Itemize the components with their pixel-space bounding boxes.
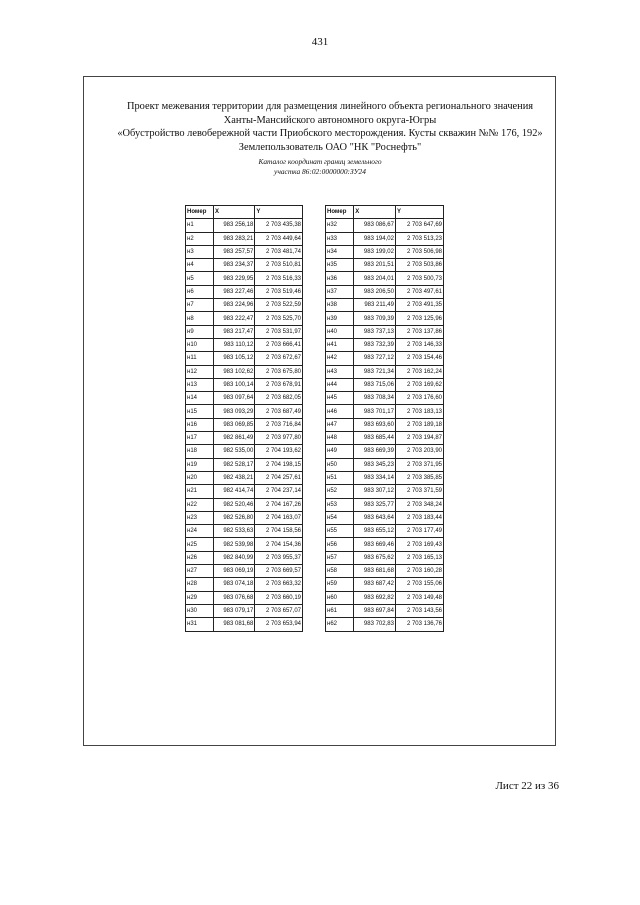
cell-y: 2 703 371,59 [395, 485, 443, 498]
cell-num: н38 [326, 299, 354, 312]
table-row [186, 312, 303, 325]
cell-num: н41 [326, 338, 354, 351]
cell-y: 2 704 163,07 [255, 511, 303, 524]
cell-num: н17 [186, 432, 214, 445]
table-row [186, 272, 303, 285]
table-row [186, 485, 303, 498]
cell-y: 2 703 165,13 [395, 551, 443, 564]
cell-num: н20 [186, 471, 214, 484]
cell-x: 982 520,46 [213, 498, 254, 511]
cell-x: 983 069,85 [213, 418, 254, 431]
table-row [186, 565, 303, 578]
table-row [326, 551, 444, 564]
cell-y: 2 703 125,96 [395, 312, 443, 325]
cell-num: н59 [326, 578, 354, 591]
table-row [186, 591, 303, 604]
cell-x: 983 069,19 [213, 565, 254, 578]
cell-num: н21 [186, 485, 214, 498]
table-row [326, 618, 444, 631]
table-row [186, 498, 303, 511]
cell-y: 2 703 510,81 [255, 259, 303, 272]
cell-x: 982 539,98 [213, 538, 254, 551]
cell-num: н23 [186, 511, 214, 524]
cell-num: н34 [326, 245, 354, 258]
cell-x: 983 256,18 [213, 219, 254, 232]
cell-num: н8 [186, 312, 214, 325]
table-row [186, 285, 303, 298]
header-y: Y [395, 206, 443, 219]
cell-num: н36 [326, 272, 354, 285]
cell-x: 983 199,02 [354, 245, 396, 258]
cell-num: н48 [326, 432, 354, 445]
cell-y: 2 704 257,61 [255, 471, 303, 484]
table-row [186, 325, 303, 338]
cell-y: 2 703 169,62 [395, 378, 443, 391]
cell-num: н57 [326, 551, 354, 564]
table-row [326, 565, 444, 578]
cell-x: 983 110,12 [213, 338, 254, 351]
header-x: X [213, 206, 254, 219]
cell-y: 2 703 716,84 [255, 418, 303, 431]
table-row [326, 232, 444, 245]
cell-num: н1 [186, 219, 214, 232]
cell-x: 983 201,51 [354, 259, 396, 272]
table-row [326, 245, 444, 258]
cell-x: 983 222,47 [213, 312, 254, 325]
cell-x: 983 685,44 [354, 432, 396, 445]
cell-y: 2 703 955,37 [255, 551, 303, 564]
cell-y: 2 703 647,69 [395, 219, 443, 232]
table-row [326, 591, 444, 604]
table-row [186, 618, 303, 631]
cell-num: н9 [186, 325, 214, 338]
cell-y: 2 703 371,95 [395, 458, 443, 471]
cell-x: 983 234,37 [213, 259, 254, 272]
cell-num: н49 [326, 445, 354, 458]
cell-y: 2 704 193,62 [255, 445, 303, 458]
cell-num: н6 [186, 285, 214, 298]
cell-y: 2 703 177,49 [395, 525, 443, 538]
cell-x: 983 086,67 [354, 219, 396, 232]
cell-num: н11 [186, 352, 214, 365]
table-row [186, 299, 303, 312]
table-row [326, 538, 444, 551]
cell-y: 2 703 169,43 [395, 538, 443, 551]
cell-num: н15 [186, 405, 214, 418]
table-row [186, 338, 303, 351]
cell-num: н19 [186, 458, 214, 471]
table-row [186, 471, 303, 484]
cell-y: 2 703 675,80 [255, 365, 303, 378]
coordinates-table-left [185, 205, 303, 632]
cell-x: 983 345,23 [354, 458, 396, 471]
cell-x: 983 325,77 [354, 498, 396, 511]
cell-x: 983 681,68 [354, 565, 396, 578]
cell-num: н40 [326, 325, 354, 338]
title-line-3: «Обустройство левобережной части Приобского месторождения. Кусты скважин №№ 176, 192» [117, 128, 543, 140]
cell-y: 2 703 519,46 [255, 285, 303, 298]
cell-x: 983 669,46 [354, 538, 396, 551]
cell-num: н61 [326, 604, 354, 617]
cell-x: 983 307,12 [354, 485, 396, 498]
cell-y: 2 703 525,70 [255, 312, 303, 325]
cell-x: 982 840,99 [213, 551, 254, 564]
cell-num: н46 [326, 405, 354, 418]
table-row [326, 604, 444, 617]
table-row [186, 604, 303, 617]
cell-num: н24 [186, 525, 214, 538]
cell-num: н35 [326, 259, 354, 272]
cell-y: 2 703 516,33 [255, 272, 303, 285]
header-x: X [354, 206, 396, 219]
cell-num: н16 [186, 418, 214, 431]
table-row [326, 471, 444, 484]
cell-y: 2 703 348,24 [395, 498, 443, 511]
cell-num: н27 [186, 565, 214, 578]
cell-y: 2 703 503,86 [395, 259, 443, 272]
cell-num: н18 [186, 445, 214, 458]
table-row [326, 458, 444, 471]
cell-x: 983 102,62 [213, 365, 254, 378]
cell-num: н51 [326, 471, 354, 484]
cell-x: 983 721,34 [354, 365, 396, 378]
table-row [326, 285, 444, 298]
cell-y: 2 704 158,56 [255, 525, 303, 538]
cell-y: 2 704 154,36 [255, 538, 303, 551]
cell-y: 2 703 194,87 [395, 432, 443, 445]
cell-y: 2 703 154,46 [395, 352, 443, 365]
header-num: Номер [326, 206, 354, 219]
title-line-2: Ханты-Мансийского автономного округа-Югры [223, 114, 437, 126]
cell-x: 983 204,01 [354, 272, 396, 285]
table-row [326, 392, 444, 405]
table-row [326, 511, 444, 524]
table-body-left [186, 219, 303, 631]
cell-x: 983 105,12 [213, 352, 254, 365]
table-row [326, 485, 444, 498]
table-row [186, 418, 303, 431]
cell-y: 2 703 682,05 [255, 392, 303, 405]
table-row [326, 525, 444, 538]
cell-x: 982 414,74 [213, 485, 254, 498]
cell-x: 983 669,39 [354, 445, 396, 458]
cell-num: н53 [326, 498, 354, 511]
cell-num: н54 [326, 511, 354, 524]
cell-x: 983 283,21 [213, 232, 254, 245]
cell-num: н10 [186, 338, 214, 351]
cell-num: н58 [326, 565, 354, 578]
cell-num: н3 [186, 245, 214, 258]
cell-y: 2 703 522,59 [255, 299, 303, 312]
table-row [326, 259, 444, 272]
cell-y: 2 703 449,64 [255, 232, 303, 245]
cell-num: н22 [186, 498, 214, 511]
table-row [326, 378, 444, 391]
table-row [326, 418, 444, 431]
header-y: Y [255, 206, 303, 219]
cell-y: 2 703 977,80 [255, 432, 303, 445]
cell-num: н30 [186, 604, 214, 617]
cell-x: 983 211,49 [354, 299, 396, 312]
cell-y: 2 703 506,98 [395, 245, 443, 258]
cell-num: н31 [186, 618, 214, 631]
cell-x: 983 702,83 [354, 618, 396, 631]
table-header-row [186, 206, 303, 219]
cell-num: н26 [186, 551, 214, 564]
cell-x: 983 675,62 [354, 551, 396, 564]
cell-y: 2 703 385,85 [395, 471, 443, 484]
table-row [186, 232, 303, 245]
cell-num: н12 [186, 365, 214, 378]
cell-x: 983 697,84 [354, 604, 396, 617]
table-row [186, 352, 303, 365]
cell-x: 982 861,49 [213, 432, 254, 445]
table-row [326, 405, 444, 418]
cell-y: 2 704 198,15 [255, 458, 303, 471]
cell-y: 2 703 531,97 [255, 325, 303, 338]
cell-y: 2 703 203,90 [395, 445, 443, 458]
sheet-label: Лист 22 из 36 [495, 780, 559, 792]
cell-x: 983 229,95 [213, 272, 254, 285]
cell-x: 983 692,82 [354, 591, 396, 604]
cell-x: 983 643,64 [354, 511, 396, 524]
cell-x: 983 076,68 [213, 591, 254, 604]
cell-y: 2 703 660,19 [255, 591, 303, 604]
table-row [186, 458, 303, 471]
cell-y: 2 703 149,48 [395, 591, 443, 604]
cell-y: 2 703 183,13 [395, 405, 443, 418]
table-header-row [326, 206, 444, 219]
cell-y: 2 703 500,73 [395, 272, 443, 285]
cell-num: н55 [326, 525, 354, 538]
cell-num: н28 [186, 578, 214, 591]
coordinates-table-right [325, 205, 444, 632]
cell-y: 2 703 143,56 [395, 604, 443, 617]
cell-x: 983 093,29 [213, 405, 254, 418]
cell-num: н2 [186, 232, 214, 245]
cell-x: 983 081,68 [213, 618, 254, 631]
document-title [60, 100, 600, 154]
table-row [186, 365, 303, 378]
cell-num: н29 [186, 591, 214, 604]
page-number: 431 [311, 36, 329, 48]
cell-x: 983 079,17 [213, 604, 254, 617]
caption-line-1: Каталог координат границ земельного [258, 157, 382, 166]
title-line-4: Землепользователь ОАО "НК "Роснефть" [238, 141, 422, 153]
table-row [186, 259, 303, 272]
cell-num: н39 [326, 312, 354, 325]
cell-num: н25 [186, 538, 214, 551]
table-row [326, 312, 444, 325]
cell-num: н60 [326, 591, 354, 604]
table-row [326, 219, 444, 232]
cell-y: 2 704 167,26 [255, 498, 303, 511]
cell-x: 983 708,34 [354, 392, 396, 405]
table-row [326, 578, 444, 591]
table-row [186, 511, 303, 524]
cell-num: н14 [186, 392, 214, 405]
cell-num: н4 [186, 259, 214, 272]
table-row [186, 525, 303, 538]
cell-y: 2 703 491,35 [395, 299, 443, 312]
cell-y: 2 703 183,44 [395, 511, 443, 524]
cell-y: 2 703 137,86 [395, 325, 443, 338]
cell-x: 983 217,47 [213, 325, 254, 338]
cell-x: 982 528,17 [213, 458, 254, 471]
cell-num: н62 [326, 618, 354, 631]
table-row [326, 365, 444, 378]
cell-x: 983 737,13 [354, 325, 396, 338]
cell-x: 983 194,02 [354, 232, 396, 245]
cell-y: 2 703 657,07 [255, 604, 303, 617]
table-row [186, 245, 303, 258]
cell-x: 983 074,18 [213, 578, 254, 591]
table-row [326, 272, 444, 285]
cell-y: 2 703 481,74 [255, 245, 303, 258]
cell-y: 2 703 162,24 [395, 365, 443, 378]
cell-y: 2 703 435,38 [255, 219, 303, 232]
cell-num: н5 [186, 272, 214, 285]
table-row [326, 352, 444, 365]
table-row [326, 445, 444, 458]
cell-x: 982 535,00 [213, 445, 254, 458]
cell-num: н56 [326, 538, 354, 551]
table-row [186, 578, 303, 591]
table-row [186, 432, 303, 445]
cell-num: н33 [326, 232, 354, 245]
cell-num: н44 [326, 378, 354, 391]
cell-x: 983 097,64 [213, 392, 254, 405]
table-row [326, 299, 444, 312]
cell-y: 2 703 176,60 [395, 392, 443, 405]
cell-x: 982 533,63 [213, 525, 254, 538]
cell-y: 2 703 160,28 [395, 565, 443, 578]
cell-x: 983 709,39 [354, 312, 396, 325]
table-row [186, 551, 303, 564]
cell-x: 983 227,46 [213, 285, 254, 298]
cell-y: 2 703 189,18 [395, 418, 443, 431]
cell-num: н47 [326, 418, 354, 431]
cell-x: 983 257,57 [213, 245, 254, 258]
cell-y: 2 703 663,32 [255, 578, 303, 591]
cell-x: 982 438,21 [213, 471, 254, 484]
table-row [186, 405, 303, 418]
cell-y: 2 703 513,23 [395, 232, 443, 245]
table-row [326, 338, 444, 351]
table-row [186, 378, 303, 391]
table-row [326, 432, 444, 445]
table-row [186, 219, 303, 232]
cell-num: н7 [186, 299, 214, 312]
cell-num: н13 [186, 378, 214, 391]
cell-y: 2 703 497,61 [395, 285, 443, 298]
cell-num: н50 [326, 458, 354, 471]
cell-y: 2 704 237,14 [255, 485, 303, 498]
cell-x: 983 655,12 [354, 525, 396, 538]
table-row [186, 445, 303, 458]
cell-y: 2 703 136,76 [395, 618, 443, 631]
cell-y: 2 703 672,67 [255, 352, 303, 365]
cell-x: 983 334,14 [354, 471, 396, 484]
table-row [326, 498, 444, 511]
table-body-right [326, 219, 444, 631]
cell-y: 2 703 678,91 [255, 378, 303, 391]
cell-y: 2 703 687,49 [255, 405, 303, 418]
cell-num: н32 [326, 219, 354, 232]
cell-num: н45 [326, 392, 354, 405]
cell-x: 983 224,96 [213, 299, 254, 312]
header-num: Номер [186, 206, 214, 219]
cell-x: 983 701,17 [354, 405, 396, 418]
cell-y: 2 703 155,06 [395, 578, 443, 591]
cell-y: 2 703 666,41 [255, 338, 303, 351]
cell-x: 983 727,12 [354, 352, 396, 365]
title-line-1: Проект межевания территории для размещения линейного объекта регионального значения [126, 101, 534, 112]
table-row [326, 325, 444, 338]
table-caption [120, 157, 520, 177]
table-row [186, 392, 303, 405]
cell-num: н42 [326, 352, 354, 365]
cell-x: 983 715,06 [354, 378, 396, 391]
cell-x: 983 732,39 [354, 338, 396, 351]
cell-y: 2 703 669,57 [255, 565, 303, 578]
caption-line-2: участка 86:02:0000000:ЗУ24 [274, 167, 366, 176]
cell-num: н37 [326, 285, 354, 298]
cell-x: 983 100,14 [213, 378, 254, 391]
table-row [186, 538, 303, 551]
cell-num: н43 [326, 365, 354, 378]
cell-x: 983 687,42 [354, 578, 396, 591]
cell-x: 983 206,50 [354, 285, 396, 298]
cell-y: 2 703 653,94 [255, 618, 303, 631]
cell-x: 982 526,80 [213, 511, 254, 524]
cell-x: 983 693,60 [354, 418, 396, 431]
cell-num: н52 [326, 485, 354, 498]
cell-y: 2 703 146,33 [395, 338, 443, 351]
